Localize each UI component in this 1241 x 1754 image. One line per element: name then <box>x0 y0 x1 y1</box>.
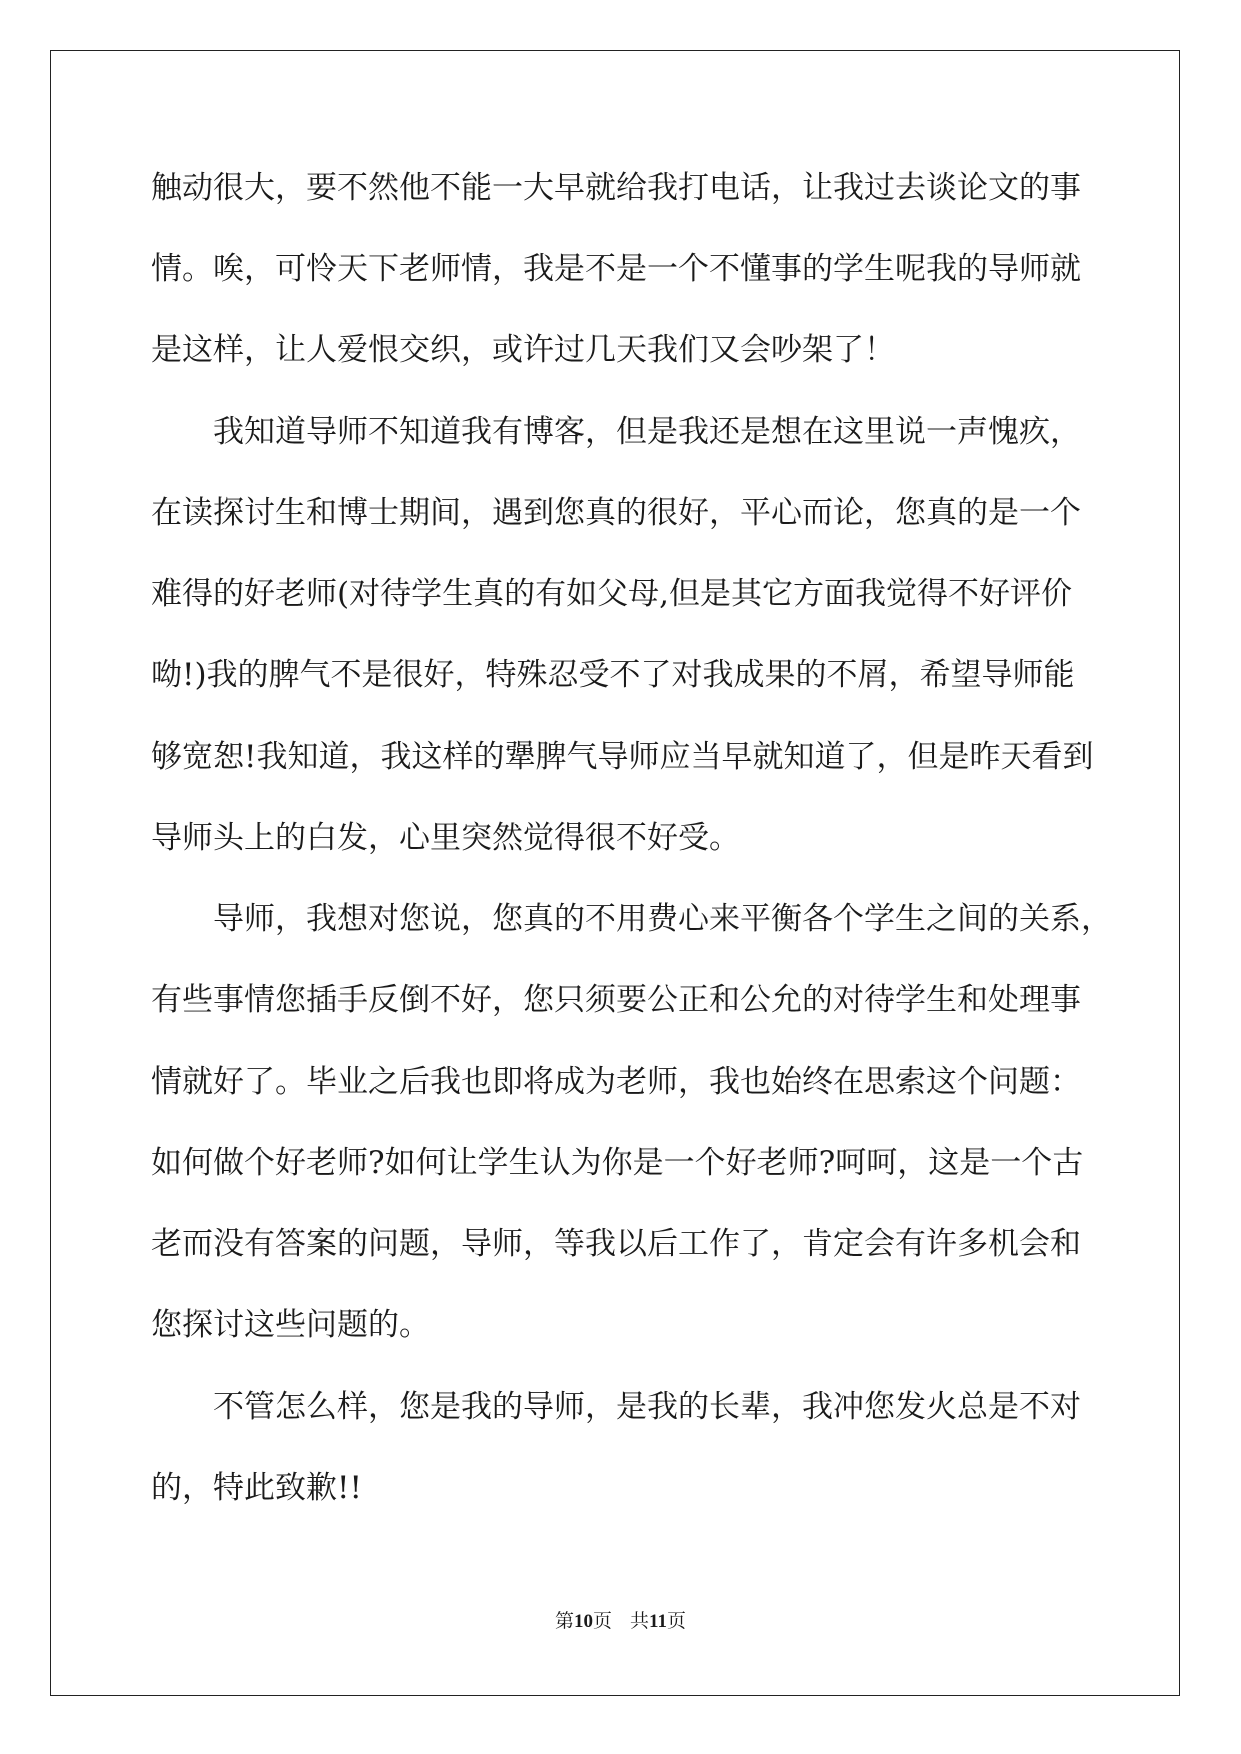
text-line: 有些事情您插手反倒不好，您只须要公正和公允的对待学生和处理事 <box>151 982 1081 1018</box>
text-line: 难得的好老师(对待学生真的有如父母,但是其它方面我觉得不好评价 <box>151 576 1072 612</box>
text-line: 情。唉，可怜天下老师情，我是不是一个不懂事的学生呢我的导师就 <box>151 251 1081 287</box>
text-line: 呦!)我的脾气不是很好，特殊忍受不了对我成果的不屑，希望导师能 <box>151 657 1075 693</box>
text-line: 如何做个好老师?如何让学生认为你是一个好老师?呵呵，这是一个古 <box>151 1145 1084 1181</box>
total-prefix: 共 <box>630 1611 650 1632</box>
text-line: 情就好了。毕业之后我也即将成为老师，我也始终在思索这个问题： <box>151 1064 1081 1100</box>
text-line: 够宽恕!我知道，我这样的犟脾气导师应当早就知道了，但是昨天看到 <box>151 739 1094 775</box>
page-prefix: 第 <box>554 1611 574 1632</box>
text-line: 您探讨这些问题的。 <box>151 1307 430 1343</box>
text-line: 不管怎么样，您是我的导师，是我的长辈，我冲您发火总是不对 <box>151 1389 1081 1425</box>
text-line: 我知道导师不知道我有博客，但是我还是想在这里说一声愧疚， <box>151 414 1081 450</box>
page-suffix: 页 <box>593 1611 613 1632</box>
text-line: 导师，我想对您说，您真的不用费心来平衡各个学生之间的关系， <box>151 901 1112 937</box>
text-line: 在读探讨生和博士期间，遇到您真的很好，平心而论，您真的是一个 <box>151 495 1081 531</box>
text-line: 是这样，让人爱恨交织，或许过几天我们又会吵架了！ <box>151 332 895 368</box>
page-border <box>50 50 1180 1696</box>
text-line: 的，特此致歉!! <box>151 1470 362 1506</box>
page-number: 10 <box>574 1611 593 1632</box>
total-suffix: 页 <box>666 1611 686 1632</box>
text-line: 导师头上的白发，心里突然觉得很不好受。 <box>151 820 740 856</box>
total-pages: 11 <box>649 1611 667 1632</box>
text-line: 触动很大，要不然他不能一大早就给我打电话，让我过去谈论文的事 <box>151 170 1081 206</box>
text-line: 老而没有答案的问题，导师，等我以后工作了，肯定会有许多机会和 <box>151 1226 1081 1262</box>
page-footer <box>0 1606 1241 1633</box>
